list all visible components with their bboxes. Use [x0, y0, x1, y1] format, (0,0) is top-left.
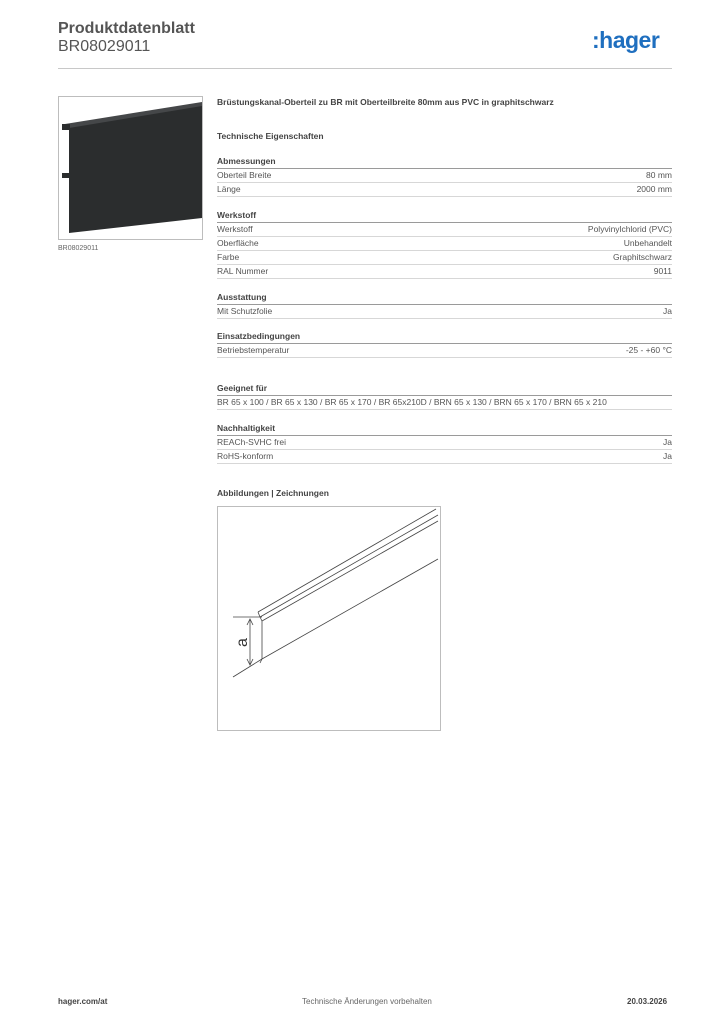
footer-date: 20.03.2026: [627, 997, 668, 1006]
group-ausstattung: [217, 291, 672, 319]
spec-key: RoHS-konform: [217, 451, 274, 461]
footer-notice: Technische Änderungen vorbehalten: [302, 997, 432, 1006]
group-title: Einsatzbedingungen: [217, 330, 672, 344]
spec-key: Länge: [217, 184, 241, 194]
spec-key: Oberfläche: [217, 238, 259, 248]
group-abmessungen: [217, 155, 672, 197]
spec-row: [217, 237, 672, 251]
group-einsatzbedingungen: [217, 330, 672, 358]
product-image-caption: BR08029011: [58, 245, 99, 252]
product-image: [58, 96, 203, 240]
spec-value: Unbehandelt: [623, 238, 672, 248]
brand-name: hager: [599, 27, 660, 53]
group-title: Geeignet für: [217, 382, 672, 396]
spec-row: [217, 251, 672, 265]
spec-value: Ja: [663, 451, 672, 461]
spec-key: Betriebstemperatur: [217, 345, 290, 355]
article-number: BR08029011: [58, 38, 151, 55]
group-title: Ausstattung: [217, 291, 672, 305]
dimension-label: a: [234, 638, 251, 647]
group-geeignet-fuer: [217, 382, 672, 410]
spec-value: Ja: [663, 306, 672, 316]
spec-row: [217, 436, 672, 450]
spec-row: [217, 450, 672, 464]
spec-value: Polyvinylchlorid (PVC): [587, 224, 672, 234]
group-nachhaltigkeit: [217, 422, 672, 464]
spec-key: Oberteil Breite: [217, 170, 272, 180]
footer-website[interactable]: hager.com/at: [58, 997, 108, 1006]
spec-value: -25 - +60 °C: [625, 345, 672, 355]
spec-key: RAL Nummer: [217, 266, 269, 276]
hager-logo[interactable]: :hager: [592, 27, 660, 53]
spec-value: 2000 mm: [636, 184, 672, 194]
spec-row: [217, 169, 672, 183]
spec-key: Mit Schutzfolie: [217, 306, 273, 316]
spec-value: Graphitschwarz: [612, 252, 672, 262]
header-divider: [58, 68, 672, 69]
group-werkstoff: [217, 209, 672, 279]
spec-value: 9011: [653, 266, 672, 276]
compatible-products: BR 65 x 100 / BR 65 x 130 / BR 65 x 170 / BR 65x210D / BRN 65 x 130 / BRN 65 x 170 / BRN 65 x 210: [217, 396, 672, 410]
spec-value: Ja: [663, 437, 672, 447]
product-description: Brüstungskanal-Oberteil zu BR mit Oberteilbreite 80mm aus PVC in graphitschwarz: [217, 97, 554, 107]
page-title: Produktdatenblatt: [58, 20, 195, 37]
group-title: Nachhaltigkeit: [217, 422, 672, 436]
figures-heading: Abbildungen | Zeichnungen: [217, 488, 329, 498]
spec-value: 80 mm: [646, 170, 672, 180]
spec-row: [217, 265, 672, 279]
spec-row: [217, 305, 672, 319]
spec-row: [217, 344, 672, 358]
spec-row: [217, 183, 672, 197]
specs-heading: Technische Eigenschaften: [217, 131, 324, 141]
spec-key: Werkstoff: [217, 224, 253, 234]
group-title: Abmessungen: [217, 155, 672, 169]
spec-key: Farbe: [217, 252, 240, 262]
group-title: Werkstoff: [217, 209, 672, 223]
spec-key: REACh-SVHC frei: [217, 437, 286, 447]
spec-row: [217, 223, 672, 237]
technical-drawing: [217, 506, 441, 731]
